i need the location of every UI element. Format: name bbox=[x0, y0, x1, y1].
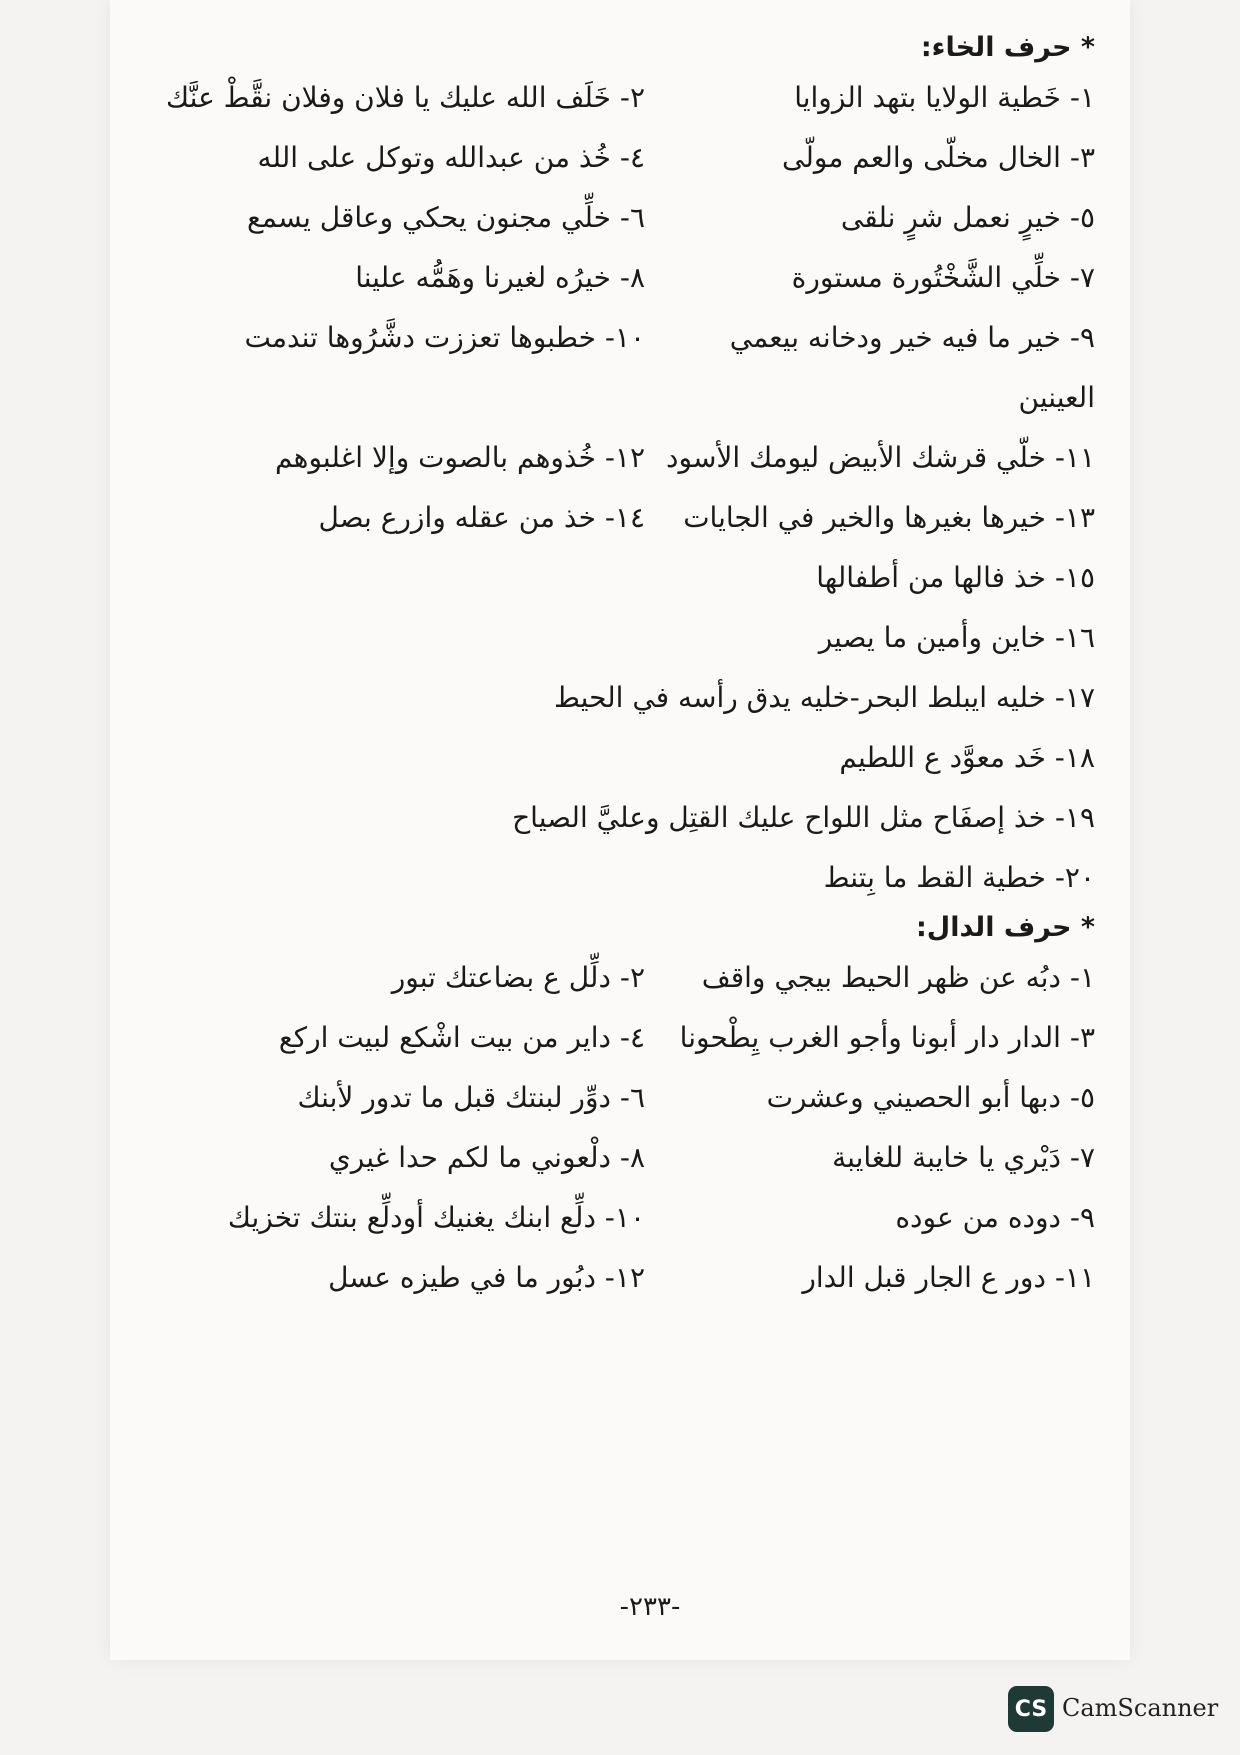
proverb-12: ١٢- خُذوهم بالصوت وإلا اغلبوهم bbox=[275, 441, 645, 474]
proverb-17: ١٧- خليه ايبلط البحر-خليه يدق رأسه في الحيط bbox=[554, 681, 1095, 714]
khaa-wide-row-2 bbox=[135, 608, 1095, 668]
dal-proverb-5: ٥- دبها أبو الحصيني وعشرت bbox=[766, 1081, 1095, 1114]
khaa-row-1 bbox=[135, 68, 1095, 128]
proverb-14: ١٤- خذ من عقله وازرع بصل bbox=[318, 501, 645, 534]
dal-row-2 bbox=[135, 1008, 1095, 1068]
proverb-10: ١٠- خطبوها تعززت دشَّرُوها تندمت bbox=[244, 321, 645, 354]
dal-proverb-1: ١- دبُه عن ظهر الحيط بيجي واقف bbox=[701, 961, 1095, 994]
khaa-wide-row-5 bbox=[135, 788, 1095, 848]
dal-row-5 bbox=[135, 1188, 1095, 1248]
khaa-wide-row-4 bbox=[135, 728, 1095, 788]
khaa-wide-row-3 bbox=[135, 668, 1095, 728]
dal-row-3 bbox=[135, 1068, 1095, 1128]
khaa-section-title: * حرف الخاء: bbox=[920, 32, 1095, 63]
dal-section-title: * حرف الدال: bbox=[915, 912, 1095, 943]
khaa-row-5 bbox=[135, 308, 1095, 428]
proverb-7: ٧- خلِّي الشَّخْتُورة مستورة bbox=[791, 261, 1095, 294]
khaa-row-4 bbox=[135, 248, 1095, 308]
khaa-row-2 bbox=[135, 128, 1095, 188]
khaa-wide-row-6 bbox=[135, 848, 1095, 908]
khaa-wide-row-1 bbox=[135, 548, 1095, 608]
proverb-15: ١٥- خذ فالها من أطفالها bbox=[816, 561, 1095, 594]
proverb-1: ١- خَطية الولايا بتهد الزوايا bbox=[794, 81, 1095, 114]
dal-proverb-2: ٢- دلِّل ع بضاعتك تبور bbox=[391, 961, 645, 994]
camscanner-label: CamScanner bbox=[1062, 1694, 1219, 1722]
camscanner-logo-icon: CS bbox=[1008, 1686, 1054, 1732]
proverb-16: ١٦- خاين وأمين ما يصير bbox=[818, 621, 1095, 654]
khaa-row-6 bbox=[135, 428, 1095, 488]
dal-proverb-11: ١١- دور ع الجار قبل الدار bbox=[802, 1261, 1095, 1294]
khaa-row-3 bbox=[135, 188, 1095, 248]
proverb-8: ٨- خيرُه لغيرنا وهَمُّه علينا bbox=[355, 261, 645, 294]
proverb-18: ١٨- خَد معوَّد ع اللطيم bbox=[839, 741, 1095, 774]
dal-row-6 bbox=[135, 1248, 1095, 1308]
dal-proverb-8: ٨- دلْعوني ما لكم حدا غيري bbox=[328, 1141, 645, 1174]
dal-proverb-7: ٧- دَيْري يا خايبة للغايبة bbox=[832, 1141, 1095, 1174]
dal-proverb-12: ١٢- دبُور ما في طيزه عسل bbox=[328, 1261, 645, 1294]
proverb-2: ٢- خَلَف الله عليك يا فلان وفلان نقَّطْ عنَّك bbox=[166, 81, 645, 114]
khaa-row-7 bbox=[135, 488, 1095, 548]
proverb-4: ٤- خُذ من عبدالله وتوكل على الله bbox=[257, 141, 645, 174]
dal-proverb-3: ٣- الدار دار أبونا وأجو الغرب يِطْحونا bbox=[679, 1021, 1095, 1054]
page-number: -٢٣٣- bbox=[619, 1592, 681, 1622]
proverb-6: ٦- خلِّي مجنون يحكي وعاقل يسمع bbox=[247, 201, 645, 234]
page-content bbox=[135, 28, 1095, 1308]
proverb-13: ١٣- خيرها بغيرها والخير في الجايات bbox=[683, 501, 1095, 534]
dal-proverb-4: ٤- داير من بيت اشْكع لبيت اركع bbox=[278, 1021, 645, 1054]
proverb-11: ١١- خلّي قرشك الأبيض ليومك الأسود bbox=[666, 441, 1095, 474]
proverb-19: ١٩- خذ إصفَاح مثل اللواح عليك القتِل وعليَّ الصياح bbox=[512, 801, 1095, 834]
dal-row-1 bbox=[135, 948, 1095, 1008]
proverb-9: ٩- خير ما فيه خير ودخانه بيعمي العينين bbox=[729, 321, 1095, 414]
dal-proverb-6: ٦- دوِّر لبنتك قبل ما تدور لأبنك bbox=[297, 1081, 645, 1114]
proverb-20: ٢٠- خطية القط ما بِتنط bbox=[823, 861, 1095, 894]
dal-proverb-9: ٩- دوده من عوده bbox=[895, 1201, 1095, 1234]
dal-row-4 bbox=[135, 1128, 1095, 1188]
dal-proverb-10: ١٠- دلِّع ابنك يغنيك أودلِّع بنتك تخزيك bbox=[227, 1201, 645, 1234]
proverb-3: ٣- الخال مخلّى والعم مولّى bbox=[782, 141, 1095, 174]
proverb-5: ٥- خيرٍ نعمل شرٍ نلقى bbox=[840, 201, 1095, 234]
